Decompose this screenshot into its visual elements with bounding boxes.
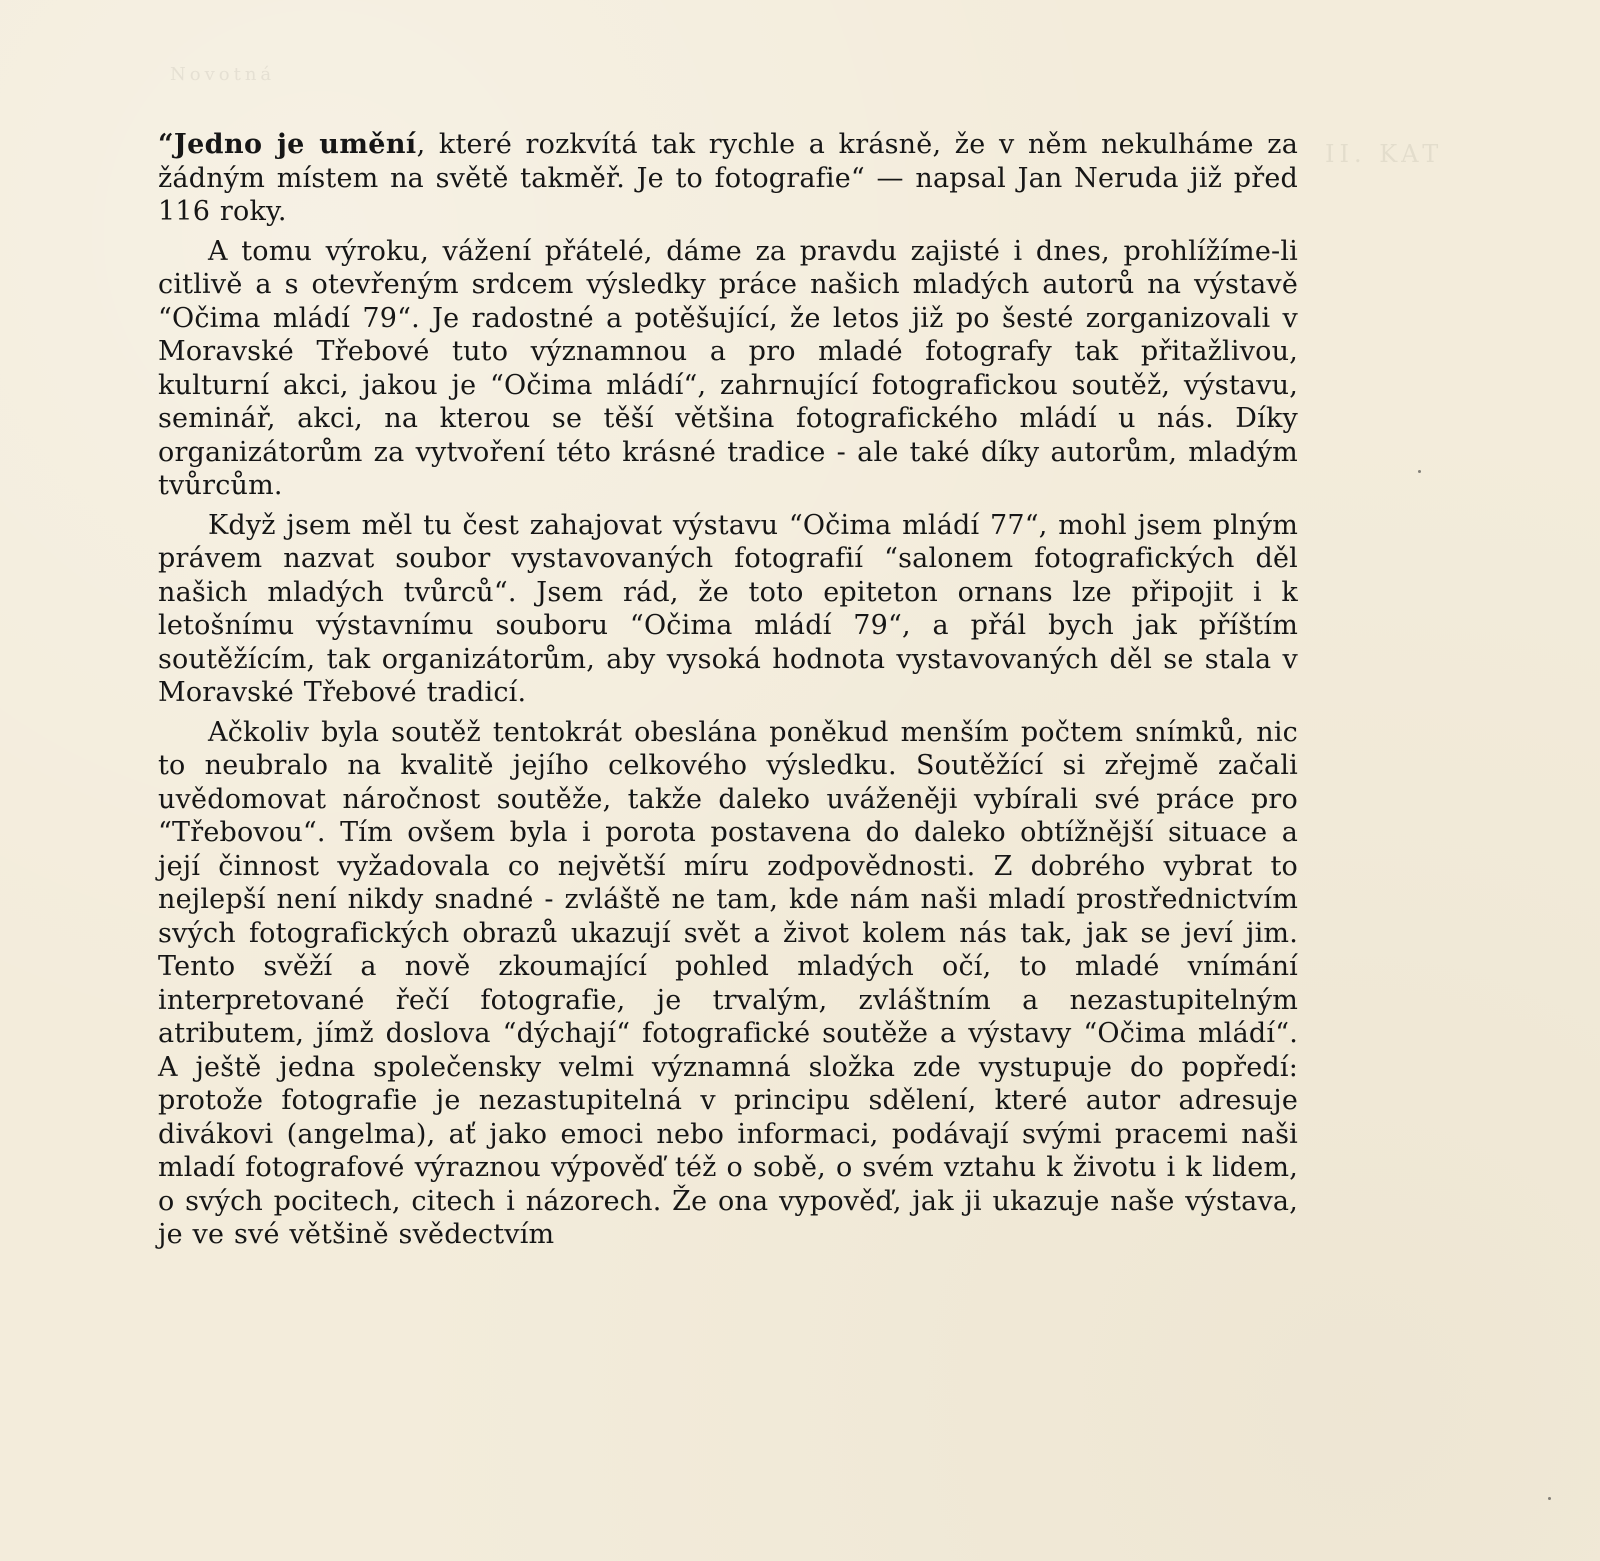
paragraph-3: Když jsem měl tu čest zahajovat výstavu “Očima mládí 77“, mohl jsem plným právem nazvat soubor vystavovaných fotografií “salonem fotografických děl našich mladých tvůrců“. Jsem rád, že toto epiteton ornans lze připojit i k letošnímu výstavnímu souboru “Očima mládí 79“, a přál bych jak příštím soutěžícím, tak organizátorům, aby vysoká hodnota vystavovaných děl se stala v Moravské Třebové tradicí. xyxy=(158,509,1298,708)
paper-speck xyxy=(1418,470,1421,473)
show-through-heading: II. KAT xyxy=(1325,140,1444,168)
show-through-header: Novotná xyxy=(170,64,276,85)
paragraph-4: Ačkoliv byla soutěž tentokrát obeslána poněkud menším počtem snímků, nic to neubralo na kvalitě jejího celkového výsledku. Soutěžící si zřejmě začali uvědomovat náročnost soutěže, takže daleko uváženěji vybírali své práce pro “Třebovou“. Tím ovšem byla i porota postavena do daleko obtížnější situace a její činnost vyžadovala co největší míru zodpovědnosti. Z dobrého vybrat to nejlepší není nikdy snadné - zvláště ne tam, kde nám naši mladí prostřednictvím svých fotografických obrazů ukazují svět a život kolem nás tak, jak se jeví jim. Tento svěží a nově zkoumající pohled mladých očí, to mladé vnímání interpretované řečí fotografie, je trvalým, zvláštním a nezastupitelným atributem, jímž doslova “dýchají“ fotografické soutěže a výstavy “Očima mládí“. A ještě jedna společensky velmi významná složka zde vystupuje do popředí: protože fotografie je nezastupitelná v principu sdělení, které autor adresuje divákovi (angelma), ať jako emoci nebo informaci, podávají svými pracemi naši mladí fotografové výraznou výpověď též o sobě, o svém vztahu k životu i k lidem, o svých pocitech, citech i názorech. Že ona vypověď, jak ji ukazuje naše výstava, je ve své většině svědectvím xyxy=(158,716,1298,1250)
paragraph-1-text: , které rozkvítá tak rychle a krásně, že v něm nekulháme za žádným místem na světě takměř. Je to fotografie“ — napsal Jan Neruda již před 116 roky. xyxy=(158,129,1298,227)
paper-speck xyxy=(1548,1497,1551,1500)
paragraph-1 xyxy=(158,128,1298,229)
article-text xyxy=(158,128,1298,1258)
intro-bold-phrase: “Jedno je umění xyxy=(158,129,417,160)
paragraph-2: A tomu výroku, vážení přátelé, dáme za pravdu zajisté i dnes, prohlížíme-li citlivě a s otevřeným srdcem výsledky práce našich mladých autorů na výstavě “Očima mládí 79“. Je radostné a potěšující, že letos již po šesté zorganizovali v Moravské Třebové tuto významnou a pro mladé fotografy tak přitažlivou, kulturní akci, jakou je “Očima mládí“, zahrnující fotografickou soutěž, výstavu, seminář, akci, na kterou se těší většina fotografického mládí u nás. Díky organizátorům za vytvoření této krásné tradice - ale také díky autorům, mladým tvůrcům. xyxy=(158,235,1298,501)
